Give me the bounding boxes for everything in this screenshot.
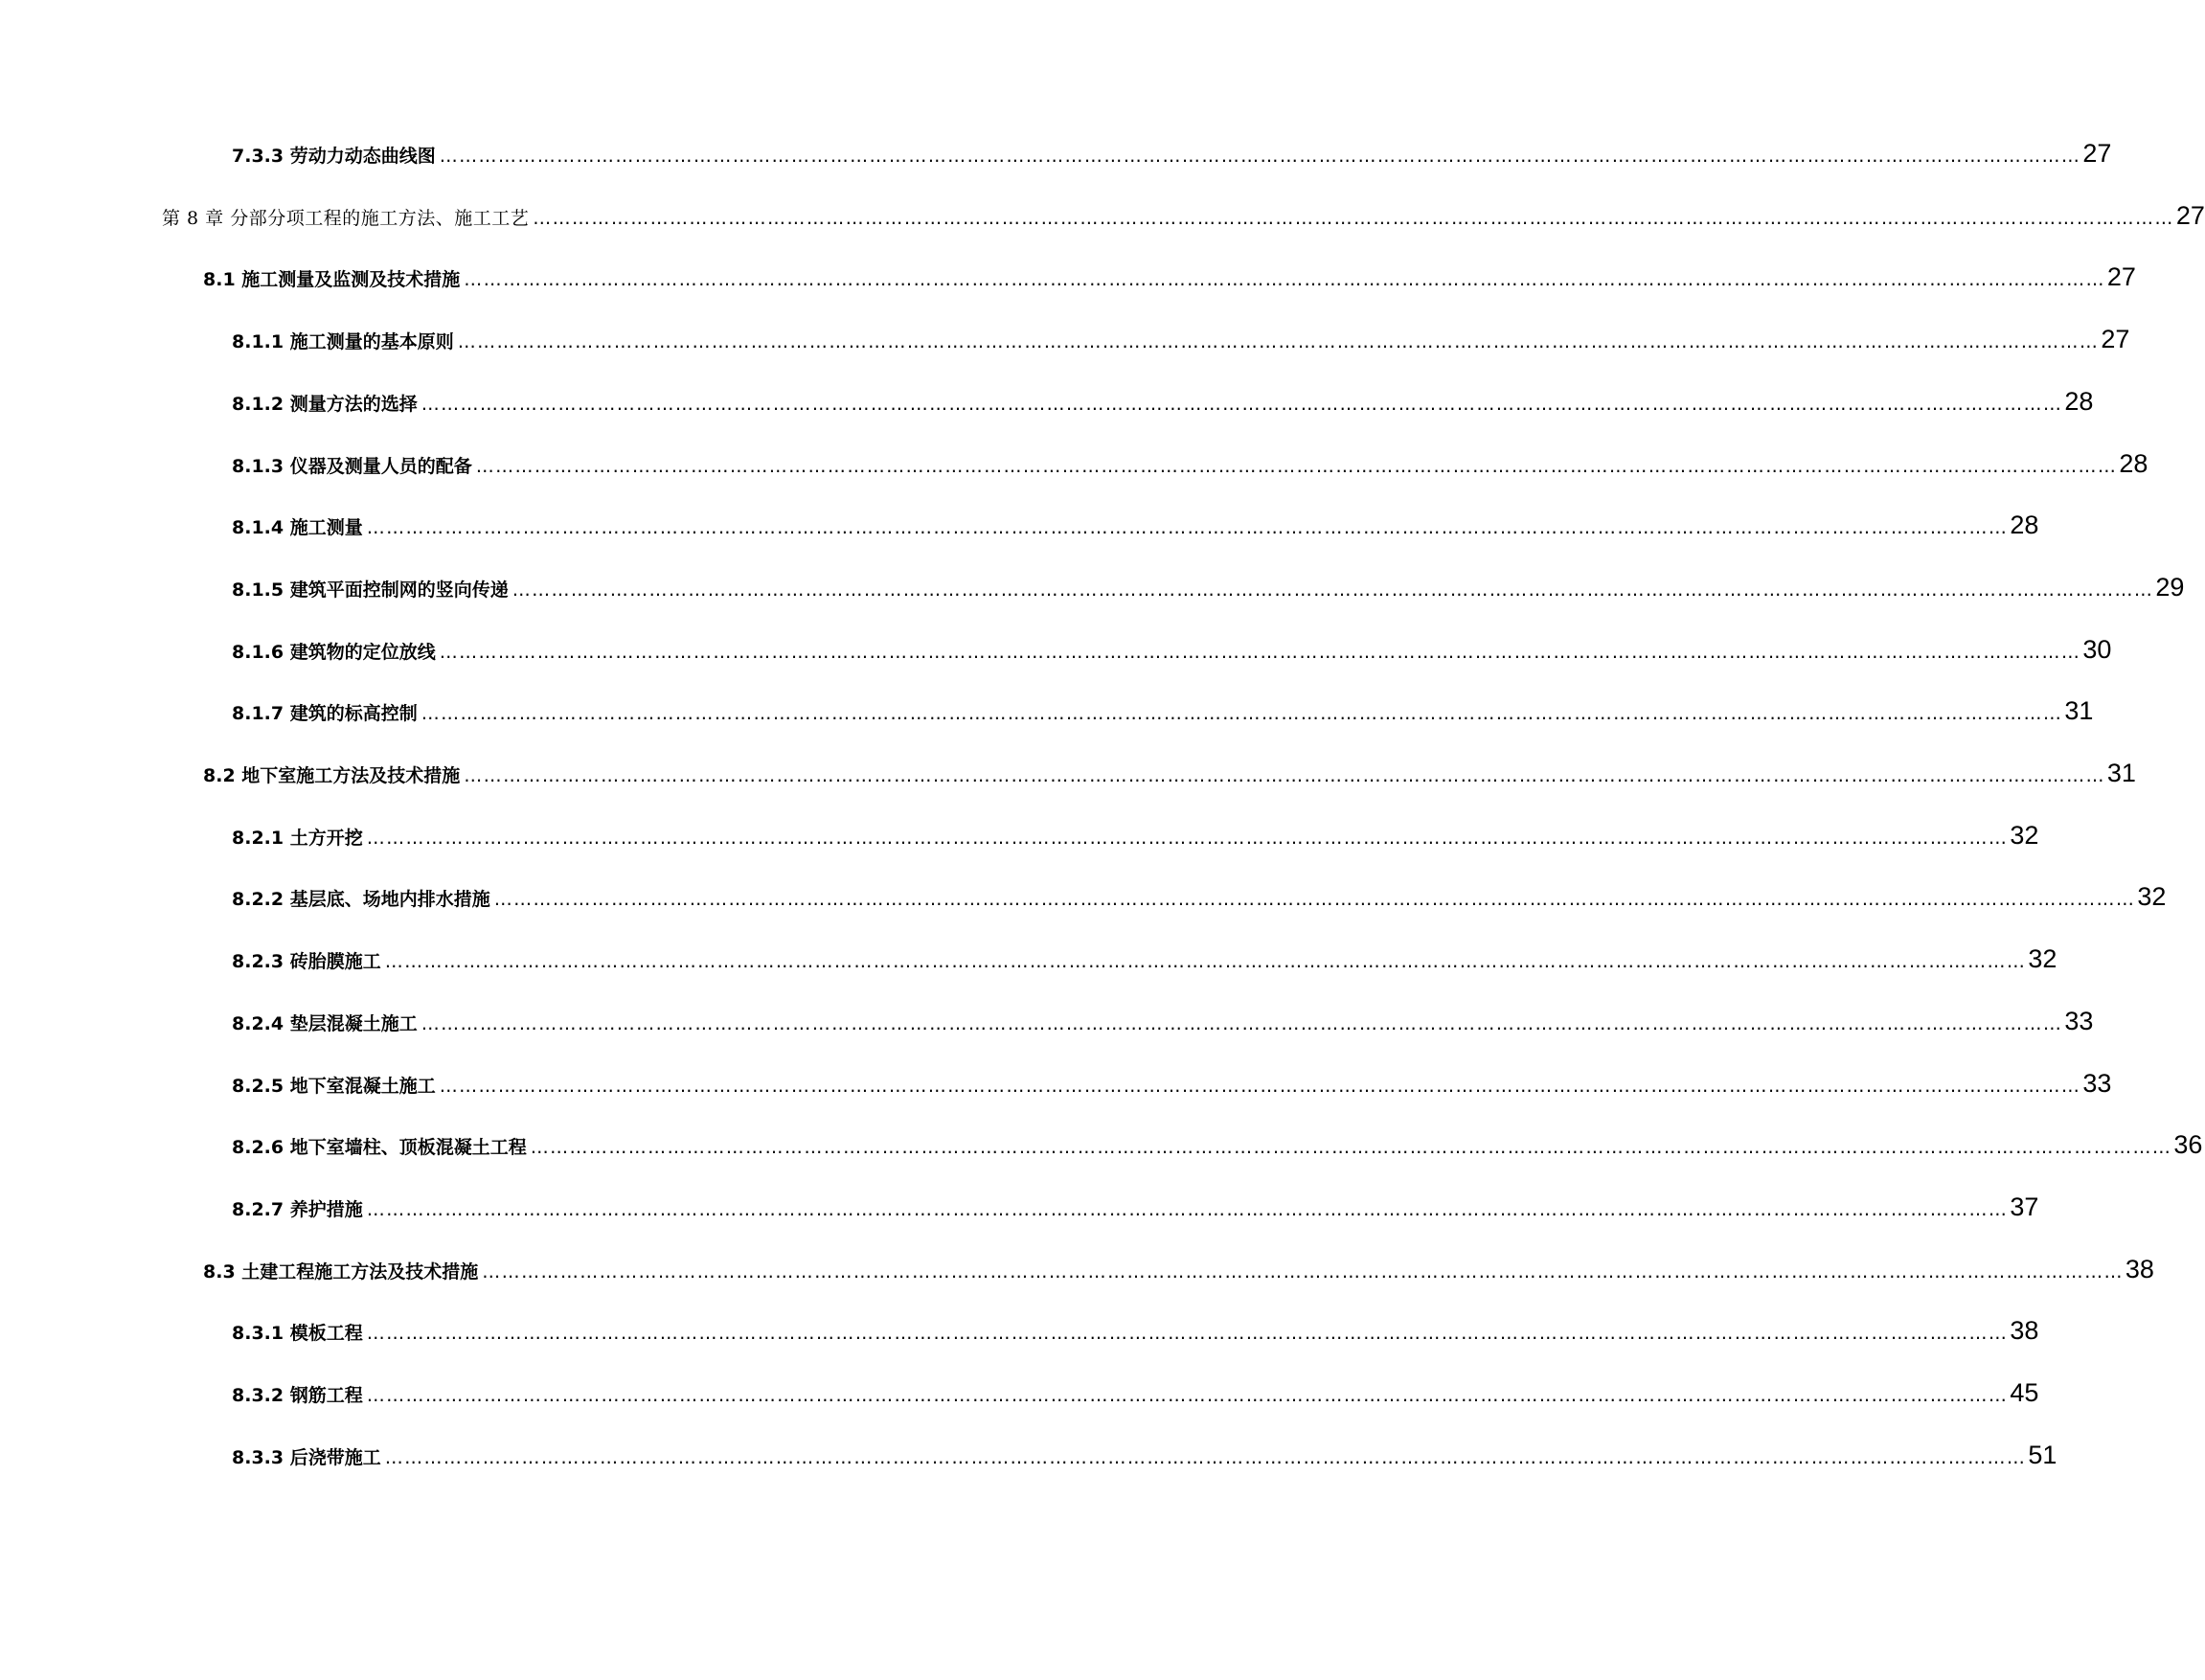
toc-entry[interactable] <box>203 262 2136 295</box>
toc-entry-page-number: 38 <box>2125 1254 2154 1283</box>
toc-entry-label: 7.3.3 劳动力动态曲线图 <box>232 146 436 167</box>
toc-entry[interactable] <box>232 448 2148 482</box>
toc-entry-label: 8.1.6 建筑物的定位放线 <box>232 641 436 663</box>
toc-dot-leader: ……………………………………………………………………………………………………………………………………………………………………………………………………………………………… <box>464 765 2105 786</box>
toc-entry-page-number: 27 <box>2101 325 2130 354</box>
toc-entry[interactable] <box>162 200 2205 234</box>
toc-entry-page-number: 32 <box>2010 820 2039 850</box>
toc-entry-label: 第 8 章 分部分项工程的施工方法、施工工艺 <box>162 207 530 229</box>
toc-entry-page-number: 32 <box>2028 944 2057 974</box>
toc-entry[interactable] <box>232 634 2112 668</box>
toc-entry[interactable] <box>232 386 2094 420</box>
toc-dot-leader: ……………………………………………………………………………………………………………………………………………………………………………………………………………………………… <box>493 889 2136 911</box>
toc-entry-label: 8.1.4 施工测量 <box>232 517 363 539</box>
toc-dot-leader: ……………………………………………………………………………………………………………………………………………………………………………………………………………………………… <box>366 1198 2009 1220</box>
toc-entry[interactable] <box>203 1254 2154 1287</box>
toc-entry[interactable] <box>232 882 2167 915</box>
toc-dot-leader: ……………………………………………………………………………………………………………………………………………………………………………………………………………………………… <box>366 827 2009 849</box>
toc-entry-label: 8.1 施工测量及监测及技术措施 <box>203 269 461 291</box>
toc-dot-leader: ……………………………………………………………………………………………………………………………………………………………………………………………………………………………… <box>366 1385 2009 1406</box>
toc-entry[interactable] <box>232 944 2057 977</box>
toc-entry-page-number: 32 <box>2137 882 2167 912</box>
toc-entry[interactable] <box>232 572 2185 605</box>
toc-entry-page-number: 30 <box>2082 634 2112 664</box>
toc-entry-label: 8.1.5 建筑平面控制网的竖向传递 <box>232 579 509 601</box>
toc-entry[interactable] <box>232 1378 2039 1411</box>
toc-entry-label: 8.3.3 后浇带施工 <box>232 1446 381 1468</box>
toc-entry-page-number: 38 <box>2010 1316 2039 1346</box>
toc-dot-leader: ……………………………………………………………………………………………………………………………………………………………………………………………………………………………… <box>533 207 2174 229</box>
toc-entry-page-number: 31 <box>2064 696 2094 726</box>
toc-dot-leader: ……………………………………………………………………………………………………………………………………………………………………………………………………………………………… <box>439 146 2081 167</box>
toc-entry-page-number: 28 <box>2010 511 2039 540</box>
toc-dot-leader: ……………………………………………………………………………………………………………………………………………………………………………………………………………………………… <box>439 641 2081 663</box>
toc-entry[interactable] <box>232 511 2039 543</box>
toc-entry-label: 8.2.3 砖胎膜施工 <box>232 951 381 973</box>
toc-entry-page-number: 28 <box>2119 448 2148 478</box>
toc-entry-page-number: 28 <box>2064 386 2094 416</box>
toc-entry[interactable] <box>203 759 2136 791</box>
toc-entry-label: 8.3 土建工程施工方法及技术措施 <box>203 1260 479 1283</box>
toc-dot-leader: ……………………………………………………………………………………………………………………………………………………………………………………………………………………………… <box>421 703 2063 725</box>
toc-entry-label: 8.2.2 基层底、场地内排水措施 <box>232 889 490 911</box>
toc-entry-label: 8.1.3 仪器及测量人员的配备 <box>232 455 472 477</box>
toc-dot-leader: ……………………………………………………………………………………………………………………………………………………………………………………………………………………………… <box>421 1012 2063 1034</box>
toc-dot-leader: ……………………………………………………………………………………………………………………………………………………………………………………………………………………………… <box>366 1323 2009 1345</box>
toc-dot-leader: ……………………………………………………………………………………………………………………………………………………………………………………………………………………………… <box>439 1075 2081 1097</box>
toc-entry-page-number: 27 <box>2175 200 2205 230</box>
toc-entry[interactable] <box>232 1130 2203 1163</box>
toc-dot-leader: ……………………………………………………………………………………………………………………………………………………………………………………………………………………………… <box>464 269 2105 291</box>
toc-dot-leader: ……………………………………………………………………………………………………………………………………………………………………………………………………………………………… <box>511 579 2154 601</box>
toc-entry-page-number: 36 <box>2173 1130 2203 1160</box>
toc-entry-page-number: 51 <box>2028 1440 2057 1469</box>
toc-dot-leader: ……………………………………………………………………………………………………………………………………………………………………………………………………………………………… <box>457 331 2100 353</box>
toc-dot-leader: ……………………………………………………………………………………………………………………………………………………………………………………………………………………………… <box>384 1446 2027 1468</box>
toc-entry-label: 8.2.7 养护措施 <box>232 1198 363 1220</box>
toc-dot-leader: ……………………………………………………………………………………………………………………………………………………………………………………………………………………………… <box>384 951 2027 973</box>
toc-entry-label: 8.2.4 垫层混凝土施工 <box>232 1012 418 1034</box>
toc-entry[interactable] <box>232 139 2112 171</box>
toc-entry-page-number: 27 <box>2082 139 2112 168</box>
toc-entry-page-number: 33 <box>2082 1068 2112 1098</box>
toc-entry-page-number: 37 <box>2010 1192 2039 1221</box>
toc-entry[interactable] <box>232 1006 2094 1039</box>
toc-entry-label: 8.2 地下室施工方法及技术措施 <box>203 765 461 786</box>
toc-entry[interactable] <box>232 1316 2039 1349</box>
toc-entry[interactable] <box>232 1440 2057 1473</box>
toc-entry-label: 8.1.2 测量方法的选择 <box>232 393 418 415</box>
toc-entry[interactable] <box>232 820 2039 853</box>
toc-entry-label: 8.2.5 地下室混凝土施工 <box>232 1075 436 1097</box>
toc-entry-page-number: 45 <box>2010 1378 2039 1407</box>
toc-entry-page-number: 33 <box>2064 1006 2094 1035</box>
toc-entry[interactable] <box>232 1068 2112 1101</box>
toc-dot-leader: ……………………………………………………………………………………………………………………………………………………………………………………………………………………………… <box>475 455 2118 477</box>
toc-entry[interactable] <box>232 325 2130 357</box>
toc-entry-page-number: 31 <box>2106 759 2136 787</box>
toc-dot-leader: ……………………………………………………………………………………………………………………………………………………………………………………………………………………………… <box>421 393 2063 415</box>
toc-entry-label: 8.3.2 钢筋工程 <box>232 1385 363 1406</box>
toc-entry-label: 8.2.1 土方开挖 <box>232 827 363 849</box>
toc-entry-label: 8.2.6 地下室墙柱、顶板混凝土工程 <box>232 1137 527 1159</box>
toc-dot-leader: ……………………………………………………………………………………………………………………………………………………………………………………………………………………………… <box>482 1260 2124 1283</box>
toc-dot-leader: ……………………………………………………………………………………………………………………………………………………………………………………………………………………………… <box>366 517 2009 539</box>
toc-entry[interactable] <box>232 1192 2039 1225</box>
toc-entry-page-number: 27 <box>2106 262 2136 292</box>
toc-entry-label: 8.1.1 施工测量的基本原则 <box>232 331 454 353</box>
toc-dot-leader: ……………………………………………………………………………………………………………………………………………………………………………………………………………………………… <box>530 1137 2172 1159</box>
toc-entry[interactable] <box>232 696 2094 729</box>
toc-entry-label: 8.3.1 模板工程 <box>232 1323 363 1345</box>
toc-entry-page-number: 29 <box>2155 572 2185 602</box>
toc-entry-label: 8.1.7 建筑的标高控制 <box>232 703 418 725</box>
